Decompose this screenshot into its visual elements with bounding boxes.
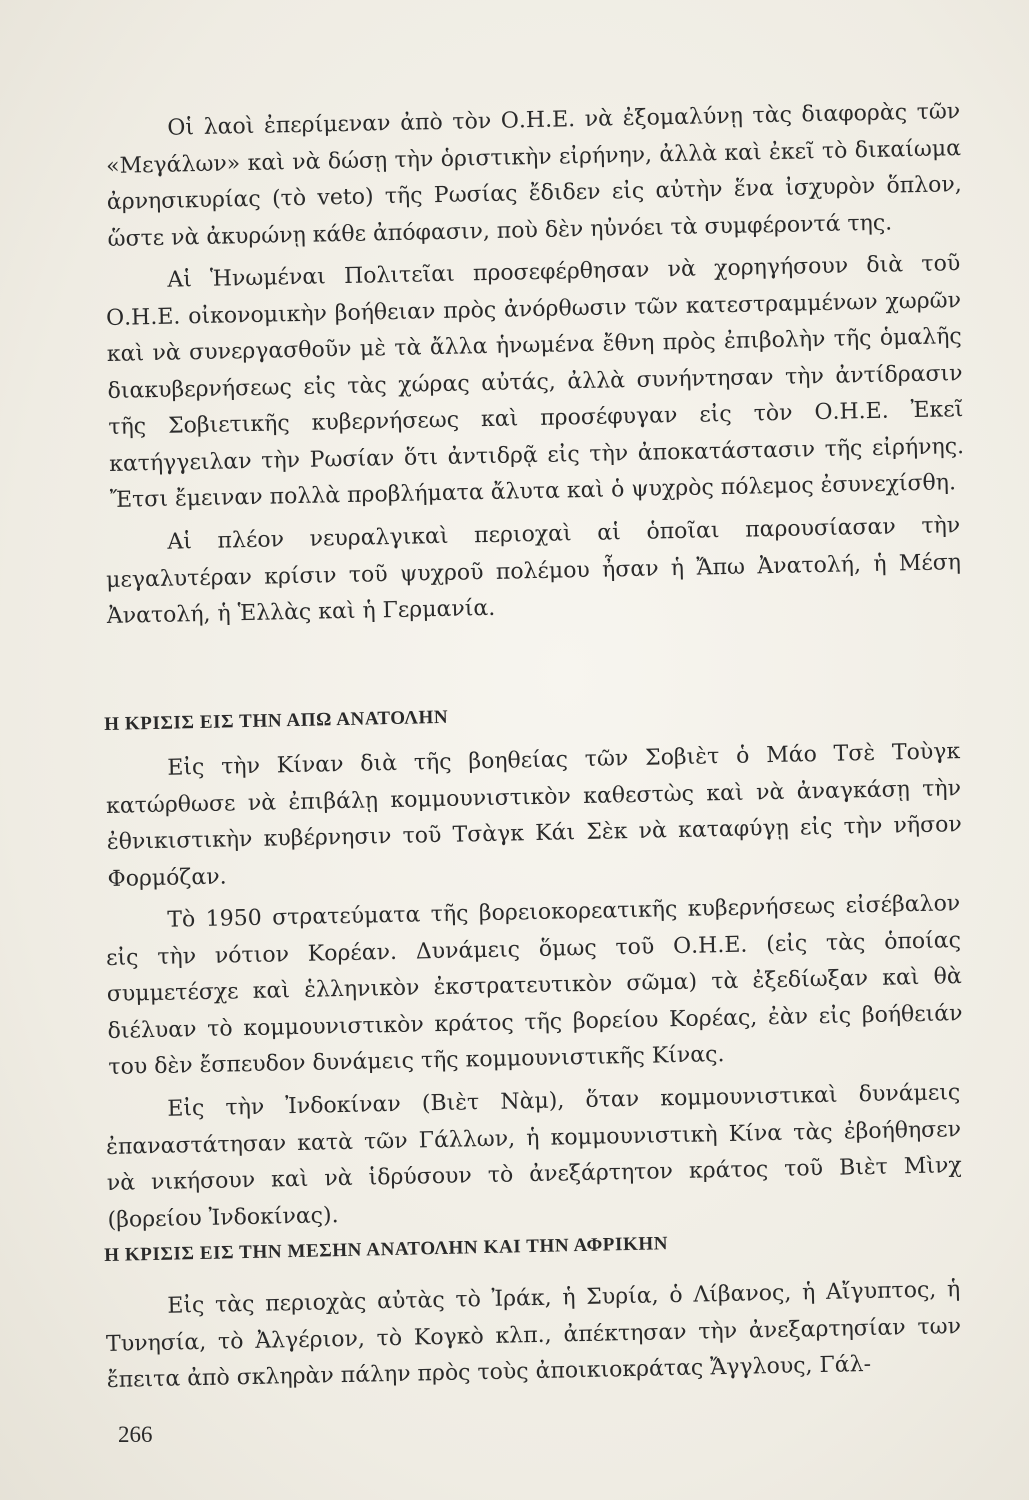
paragraph: Εἰς τὰς περιοχὰς αὐτὰς τὸ Ἰράκ, ἡ Συρία, ὁ Λίβανος, ἡ Αἴγυπτος, ἡ Τυνησία, τὸ Ἀλγέριον, τὸ Κογκὸ κλπ., ἀπέκτησαν τὴν ἀνεξαρτησίαν των ἔπειτα ἀπὸ σκληρὰν πάλην πρὸς τοὺς ἀποικιοκράτας Ἄγγλους, Γάλ- [105, 1277, 962, 1393]
paragraph: Αἱ Ἡνωμέναι Πολιτεῖαι προσεφέρθησαν νὰ χορηγήσουν διὰ τοῦ Ο.Η.Ε. οἰκονομικὴν βοήθειαν πρὸς ἀνόρθωσιν τῶν κατεστραμμένων χωρῶν καὶ νὰ συνεργασθοῦν μὲ τὰ ἄλλα ἡνωμένα ἔθνη πρὸς ἐπιβολὴν τῆς ὁμαλῆς διακυβερνήσεως εἰς τὰς χώρας αὐτάς, ἀλλὰ συνήντησαν τὴν ἀντίδρασιν τῆς Σοβιετικῆς κυβερνήσεως καὶ προσέφυγαν εἰς τὸν Ο.Η.Ε. Ἐκεῖ κατήγγειλαν τὴν Ρωσίαν ὅτι ἀντιδρᾷ εἰς τὴν ἀποκατάστασιν τῆς εἰρήνης. Ἔτσι ἔμειναν πολλὰ προβλήματα ἄλυτα καὶ ὁ ψυχρὸς πόλεμος ἐσυνεχίσθη. [105, 251, 965, 513]
section-heading-middle-east-africa: Η ΚΡΙΣΙΣ ΕΙΣ ΤΗΝ ΜΕΣΗΝ ΑΝΑΤΟΛΗΝ ΚΑΙ ΤΗΝ ΑΦΡΙΚΗΝ [104, 1233, 669, 1266]
page-number: 266 [118, 1422, 153, 1447]
text-block-intro [105, 99, 965, 635]
paragraph: Εἰς τὴν Ἰνδοκίναν (Βιὲτ Νὰμ), ὅταν κομμουνιστικαὶ δυνάμεις ἐπαναστάτησαν κατὰ τῶν Γάλλων, ἡ κομμουνιστικὴ Κίνα τὰς ἐβοήθησεν νὰ νικήσουν καὶ νὰ ἱδρύσουν τὸ ἀνεξάρτητον κράτος τοῦ Βιὲτ Μὶνχ (βορείου Ἰνδοκίνας). [105, 1079, 962, 1232]
paragraph: Εἰς τὴν Κίναν διὰ τῆς βοηθείας τῶν Σοβιὲτ ὁ Μάο Τσὲ Τοὺγκ κατώρθωσε νὰ ἐπιβάλῃ κομμουνιστικὸν καθεστὼς καὶ νὰ ἀναγκάσῃ τὴν ἐθνικιστικὴν κυβέρνησιν τοῦ Τσὰγκ Κάι Σὲκ νὰ καταφύγῃ εἰς τὴν νῆσον Φορμόζαν. [105, 739, 962, 892]
text-block-middle-east [105, 1277, 962, 1400]
paragraph: Οἱ λαοὶ ἐπερίμεναν ἀπὸ τὸν Ο.Η.Ε. νὰ ἐξομαλύνῃ τὰς διαφορὰς τῶν «Μεγάλων» καὶ νὰ δώσῃ τὴν ὁριστικὴν εἰρήνην, ἀλλὰ καὶ ἐκεῖ τὸ δικαίωμα ἀρνησικυρίας (τὸ veto) τῆς Ρωσίας ἔδιδεν εἰς αὐτὴν ἕνα ἰσχυρὸν ὅπλον, ὥστε νὰ ἀκυρώνῃ κάθε ἀπόφασιν, ποὺ δὲν ηὐνόει τὰ συμφέροντά της. [105, 99, 962, 252]
paragraph: Τὸ 1950 στρατεύματα τῆς βορειοκορεατικῆς κυβερνήσεως εἰσέβαλον εἰς τὴν νότιον Κορέαν. Δυνάμεις ὅμως τοῦ Ο.Η.Ε. (εἰς τὰς ὁποίας συμμετέσχε καὶ ἑλληνικὸν ἐκστρατευτικὸν σῶμα) τὰ ἐξεδίωξαν καὶ θὰ διέλυαν τὸ κομμουνιστικὸν κράτος τῆς βορείου Κορέας, ἐὰν εἰς βοήθειάν του δὲν ἔσπευδον δυνάμεις τῆς κομμουνιστικῆς Κίνας. [105, 891, 963, 1080]
section-heading-far-east: Η ΚΡΙΣΙΣ ΕΙΣ ΤΗΝ ΑΠΩ ΑΝΑΤΟΛΗΝ [104, 706, 449, 735]
text-block-far-east [105, 739, 963, 1239]
paragraph: Αἱ πλέον νευραλγικαὶ περιοχαὶ αἱ ὁποῖαι παρουσίασαν τὴν μεγαλυτέραν κρίσιν τοῦ ψυχροῦ πολέμου ἦσαν ἡ Ἄπω Ἀνατολή, ἡ Μέση Ἀνατολή, ἡ Ἑλλὰς καὶ ἡ Γερμανία. [105, 512, 962, 629]
